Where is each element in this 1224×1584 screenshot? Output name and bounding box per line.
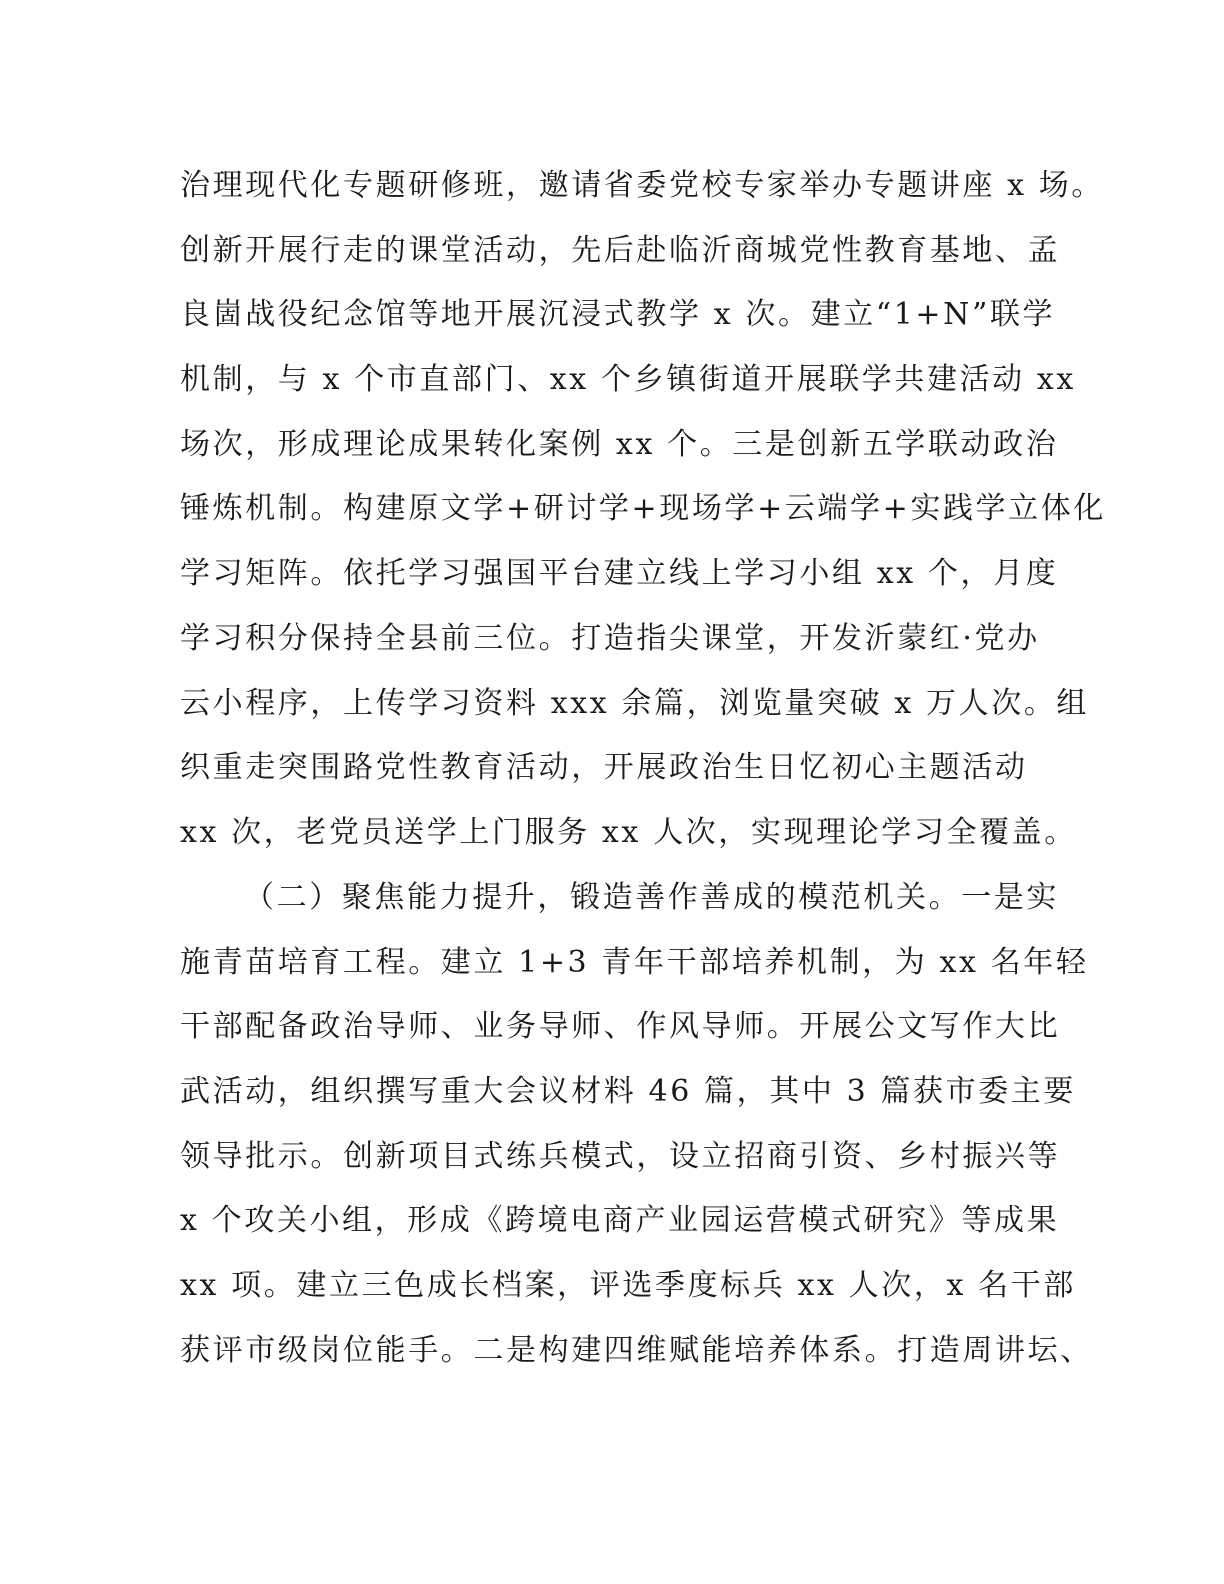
text-line: 机制，与 x 个市直部门、xx 个乡镇街道开展联学共建活动 xx	[180, 362, 1076, 398]
text-line: xx 项。建立三色成长档案，评选季度标兵 xx 人次，x 名干部	[180, 1268, 1076, 1304]
text-line: 干部配备政治导师、业务导师、作风导师。开展公文写作大比	[180, 1009, 1061, 1045]
text-line: 获评市级岗位能手。二是构建四维赋能培养体系。打造周讲坛、	[180, 1332, 1093, 1368]
text-line: 良崮战役纪念馆等地开展沉浸式教学 x 次。建立“1+N”联学	[180, 297, 1056, 333]
text-line: 锤炼机制。构建原文学+研讨学+现场学+云端学+实践学立体化	[180, 491, 1106, 527]
text-line: 治理现代化专题研修班，邀请省委党校专家举办专题讲座 x 场。	[180, 168, 1104, 203]
text-line: 施青苗培育工程。建立 1+3 青年干部培养机制，为 xx 名年轻	[180, 944, 1089, 980]
text-line: xx 次，老党员送学上门服务 xx 人次，实现理论学习全覆盖。	[180, 814, 1077, 850]
text-line: 创新开展行走的课堂活动，先后赴临沂商城党性教育基地、孟	[180, 232, 1061, 268]
text-line: 学习矩阵。依托学习强国平台建立线上学习小组 xx 个，月度	[180, 556, 1059, 592]
text-line: 云小程序，上传学习资料 xxx 余篇，浏览量突破 x 万人次。组	[180, 685, 1090, 721]
paragraph-1	[180, 154, 1106, 866]
text-line: 学习积分保持全县前三位。打造指尖课堂，开发沂蒙红·党办	[180, 620, 1040, 656]
paragraph-2	[180, 866, 1093, 1384]
text-line: x 个攻关小组，形成《跨境电商产业园运营模式研究》等成果	[180, 1203, 1060, 1239]
section-heading-line: （二）聚焦能力提升，锻造善作善成的模范机关。一是实	[244, 880, 1059, 915]
text-line: 场次，形成理论成果转化案例 xx 个。三是创新五学联动政治	[180, 426, 1059, 462]
text-line: 武活动，组织撰写重大会议材料 46 篇，其中 3 篇获市委主要	[180, 1074, 1077, 1110]
text-line: 领导批示。创新项目式练兵模式，设立招商引资、乡村振兴等	[180, 1138, 1061, 1174]
text-line: 织重走突围路党性教育活动，开展政治生日忆初心主题活动	[180, 750, 1028, 786]
